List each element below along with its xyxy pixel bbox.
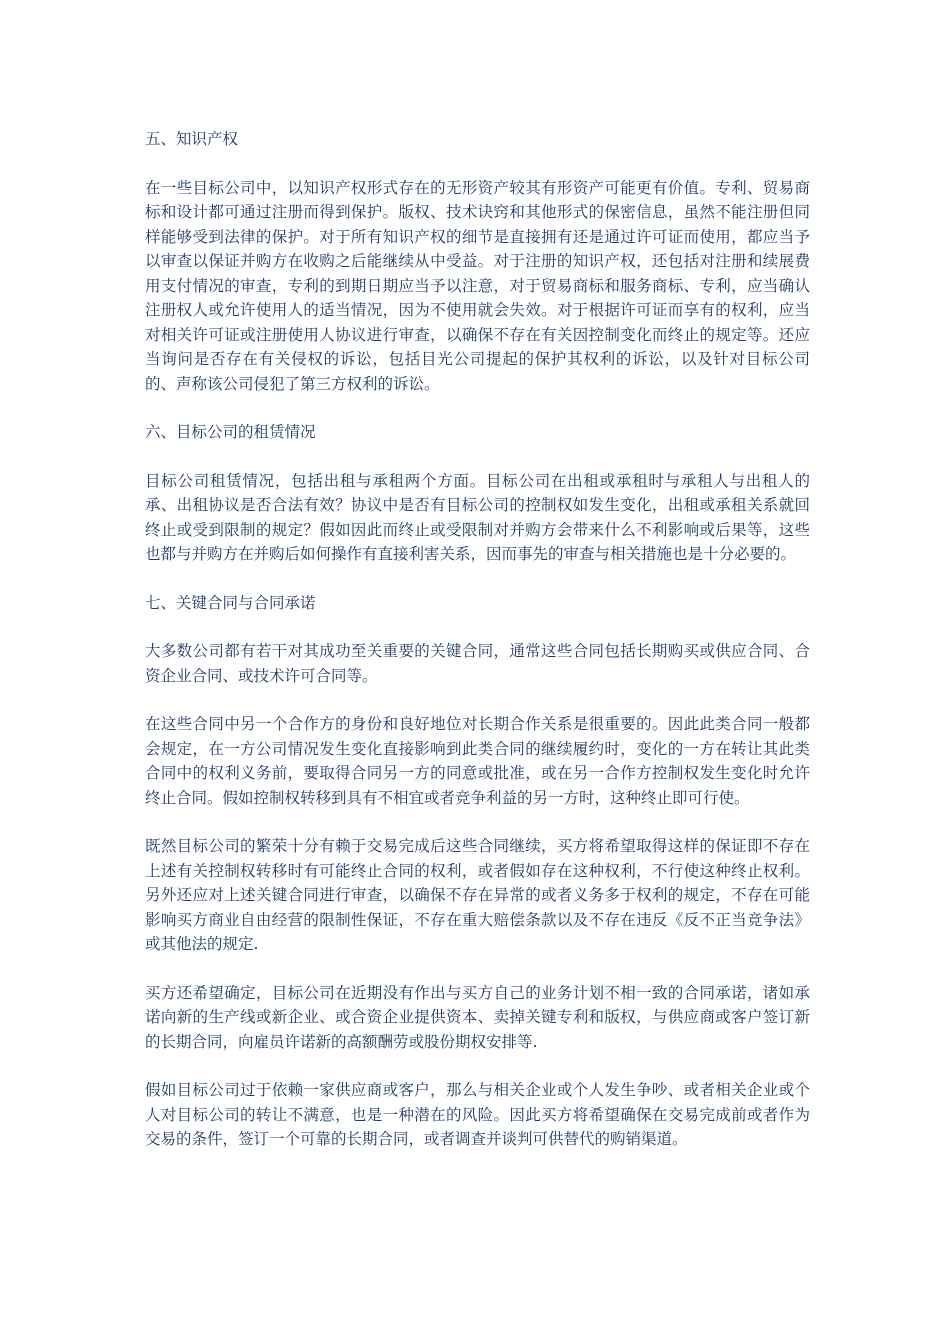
paragraph-leasing: 目标公司租赁情况，包括出租与承租两个方面。目标公司在出租或承租时与承租人与出租人的承、出租协议是否合法有效？协议中是否有目标公司的控制权如发生变化，出租或承租关系就回终止或受到限制的规定？假如因此而终止或受限制对并购方会带来什么不利影响或后果等，这些也都与并购方在并购后如何操作有直接利害关系，因而事先的审查与相关措施也是十分必要的。 xyxy=(145,471,810,563)
paragraph-key-contracts-2: 在这些合同中另一个合作方的身份和良好地位对长期合作关系是很重要的。因此此类合同一般都会规定，在一方公司情况发生变化直接影响到此类合同的继续履约时，变化的一方在转让其此类合同中的权利义务前，要取得合同另一方的同意或批准，或在另一合作方控制权发生变化时允许终止合同。假如控制权转移到具有不相宜或者竞争利益的另一方时，这种终止即可行使。 xyxy=(145,715,810,807)
section-heading-intellectual-property: 五、知识产权 xyxy=(145,130,239,148)
paragraph-key-contracts-3: 既然目标公司的繁荣十分有赖于交易完成后这些合同继续，买方将希望取得这样的保证即不存在上述有关控制权转移时有可能终止合同的权利，或者假如存在这种权利，不行使这种终止权利。另外还应对上述关键合同进行审查，以确保不存在异常的或者义务多于权利的规定，不存在可能影响买方商业自由经营的限制性保证，不存在重大赔偿条款以及不存在违反《反不正当竞争法》或其他法的规定. xyxy=(145,837,810,953)
section-heading-leasing: 六、目标公司的租赁情况 xyxy=(145,423,316,441)
paragraph-key-contracts-5: 假如目标公司过于依赖一家供应商或客户，那么与相关企业或个人发生争吵、或者相关企业或个人对目标公司的转让不满意，也是一种潜在的风险。因此买方将希望确保在交易完成前或者作为交易的条件，签订一个可靠的长期合同，或者调查并谈判可供替代的购销渠道。 xyxy=(145,1081,810,1148)
section-heading-key-contracts: 七、关键合同与合同承诺 xyxy=(145,593,316,612)
paragraph-intellectual-property: 在一些目标公司中，以知识产权形式存在的无形资产较其有形资产可能更有价值。专利、贸易商标和设计都可通过注册而得到保护。版权、技术诀窍和其他形式的保密信息，虽然不能注册但同样能够受到法律的保护。对于所有知识产权的细节是直接拥有还是通过许可证而使用，都应当予以审查以保证并购方在收购之后能继续从中受益。对于注册的知识产权，还包括对注册和续展费用支付情况的审查，专利的到期日期应当予以注意，对于贸易商标和服务商标、专利，应当确认注册权人或允许使用人的适当情况，因为不使用就会失效。对于根据许可证而享有的权利，应当对相关许可证或注册使用人协议进行审查，以确保不存在有关因控制变化而终止的规定等。还应当询问是否存在有关侵权的诉讼，包括目光公司提起的保护其权利的诉讼，以及针对目标公司的、声称该公司侵犯了第三方权利的诉讼。 xyxy=(145,178,810,393)
paragraph-key-contracts-1: 大多数公司都有若干对其成功至关重要的关键合同，通常这些合同包括长期购买或供应合同、合资企业合同、或技术许可合同等。 xyxy=(145,642,810,685)
document-body xyxy=(145,127,810,1176)
paragraph-key-contracts-4: 买方还希望确定，目标公司在近期没有作出与买方自己的业务计划不相一致的合同承诺，诸如承诺向新的生产线或新企业、或合资企业提供资本、卖掉关键专利和版权，与供应商或客户签订新的长期合同，向雇员许诺新的高额酬劳或股份期权安排等. xyxy=(145,983,810,1051)
